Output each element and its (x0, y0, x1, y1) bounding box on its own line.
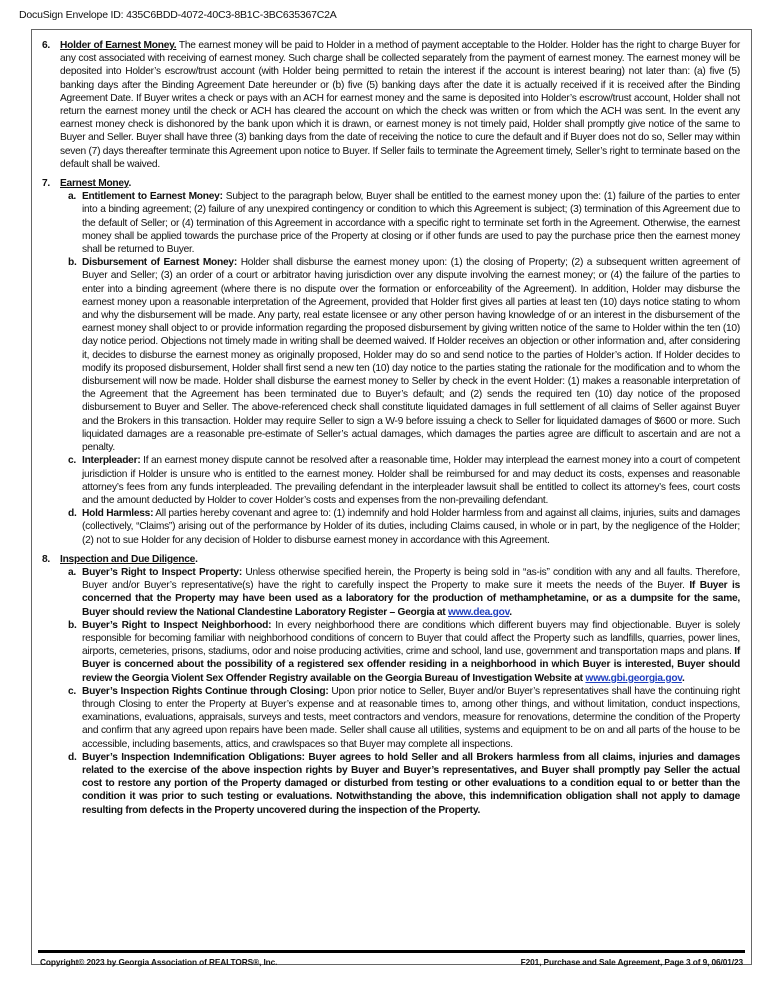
text-run: If an earnest money dispute cannot be resolved after a reasonable time, Holder may interplead the earnest money into a court of competent jurisdiction if Holder is unsure who is entitled to the earnest money. Holder shall be reimbursed for and may deduct its costs, expenses and reasonable attorney’s fees from any funds interpleaded. The prevailing defendant in the interpleader lawsuit shall be entitled to collect its attorney’s fees, court costs and the amount deducted by Holder to cover Holder’s costs and expenses from the non-prevailing defendant. (82, 455, 740, 506)
subsection-c (60, 454, 740, 507)
subsection-letter: a. (68, 191, 76, 203)
section-number: 6. (42, 40, 50, 51)
subsection-c (60, 685, 740, 751)
subsection-d (60, 751, 740, 817)
footer-divider (38, 950, 745, 953)
subsection-letter: c. (68, 685, 76, 697)
bold-text: Interpleader: (82, 455, 141, 467)
section-6 (38, 39, 740, 171)
section-8 (38, 553, 740, 817)
bold-text: Buyer’s Inspection Indemnification Obligations: Buyer agrees to hold Seller and all Brokers harmless from all claims, injuries and damages related to the exercise of the above inspection rights by Buyer and Buyer’s representatives, and Buyer shall promptly pay Seller the actual cost to restore any portion of the Property damaged or disturbed from testing or other evaluations to a condition equal to or better than the condition it was prior to such testing or evaluations. Notwithstanding the above, this indemnification obligation shall not apply to damage resulting from defects in the Property uncovered during the inspection of the Property. (82, 751, 740, 816)
section-7 (38, 177, 740, 547)
text-run: Holder shall disburse the earnest money upon: (1) the closing of Property; (2) a subsequent written agreement of Buyer and Seller; (3) an order of a court or arbitrator having jurisdiction over any dispute involving the earnest money; or (4) the failure of the parties to enter into a binding agreement (where there is no dispute over the formation or enforceability of the Agreement). In addition, Holder may disburse the earnest money upon a reasonable interpretation of the Agreement, provided that Holder first gives all parties at least ten (10) days notice stating to whom and why the disbursement will be made. Any party, real estate licensee or any other person having knowledge of or an interest in the disbursement of the earnest money shall object to or provide information regarding the proposed disbursement by giving written notice of the same to Holder within the ten (10) day notice period. Objections not timely made in writing shall be deemed waived. If Holder receives an objection or other information and, after considering it, decides to disburse the earnest money as originally proposed, Holder may do so and send notice to the parties of Holder’s action. If Holder decides to modify its proposed disbursement, Holder shall first send a new ten (10) day notice to the parties stating the rationale for the modification and to whom the disbursement will now be made. Holder shall disburse the earnest money to Seller by check in the event Holder: (1) makes a reasonable interpretation of the Agreement that the Agreement has been terminated due to Buyer’s default; and (2) sends the required ten (10) day notice of the proposed disbursement to Buyer and Seller. The above-referenced check shall constitute liquidated damages in full settlement of all claims of Seller against Buyer and the Brokers in this transaction. Holder may require Seller to sign a W-9 before issuing a check to Seller for liquidated damages of $600 or more. Such liquidated damages are a reasonable pre-estimate of Seller’s actual damages, which damages the parties agree are difficult to ascertain and are not a penalty. (82, 257, 740, 454)
document-body (38, 39, 740, 823)
subsection-letter: b. (68, 619, 77, 631)
bold-text: . (509, 606, 512, 618)
subsection-letter: d. (68, 508, 77, 520)
bold-text: Disbursement of Earnest Money: (82, 257, 237, 269)
bold-text: Entitlement to Earnest Money: (82, 191, 223, 203)
footer-form-info: F201, Purchase and Sale Agreement, Page 3 of 9, 06/01/23 (520, 957, 743, 967)
section-heading (60, 553, 740, 566)
section-number: 7. (42, 178, 50, 190)
bold-text: Hold Harmless: (82, 508, 154, 520)
subsection-b (60, 619, 740, 685)
bold-text: . (195, 553, 198, 565)
text-run: Unless otherwise specified herein, the Property is being sold in “as-is” condition with any and all faults. Therefore, Buyer and/or Buyer’s representative(s) have the right to carefully inspect the Property to make sure it meets the needs of the Buyer. (82, 566, 740, 592)
bold-text: Earnest Money (60, 178, 129, 190)
bold-text: Buyer’s Right to Inspect Property: (82, 566, 242, 578)
bold-text: Buyer’s Right to Inspect Neighborhood: (82, 619, 272, 631)
text-run: The earnest money will be paid to Holder in a method of payment acceptable to the Holder. Holder has the right to charge Buyer for any cost associated with receiving of earnest money. Such charge shall be collected separately from the payment of earnest money. The earnest money will be deposited into Holder’s escrow/trust account (with Holder being permitted to retain the interest if the account is interest bearing) not later than: (a) five (5) banking days after the Binding Agreement Date hereunder or (b) five (5) banking days after the date it is actually received if it is received after the Binding Agreement Date. If Buyer writes a check or pays with an ACH for earnest money and the same is deposited into Holder’s escrow/trust account, Holder shall not return the earnest money until the check or ACH has cleared the account on which the check was written or from which the ACH was sent. In the event any earnest money check is dishonored by the bank upon which it is drawn, or earnest money is not timely paid, Holder shall promptly give notice of the same to Buyer and Seller. Buyer shall have three (3) banking days from the date of receiving the notice to cure the default and if Buyer does not do so, Seller may within seven (7) days thereafter terminate this Agreement upon notice to Buyer. If Seller fails to terminate the Agreement timely, Seller’s right to terminate based on the default shall be waived. (60, 40, 740, 170)
section-heading (60, 39, 740, 171)
subsection-letter: a. (68, 566, 76, 578)
text-run: Subject to the paragraph below, Buyer shall be entitled to the earnest money upon the: (1) failure of the parties to enter into a binding agreement; (2) failure of any unexpired contingency or condition to which this Agreement is subject; (3) termination of this Agreement due to the default of Seller; or (4) termination of this Agreement in accordance with a specific right to terminate set forth in the Agreement. Otherwise, the earnest money shall be applied towards the purchase price of the Property at closing or if other funds are used to pay the purchase price then the earnest money shall be returned to Buyer. (82, 191, 741, 256)
subsection-a (60, 190, 740, 256)
bold-text: Holder of Earnest Money. (60, 40, 177, 51)
subsection-b (60, 256, 740, 454)
bold-text: If Buyer is concerned about the possibility of a registered sex offender residing in a neighborhood in which Buyer is interested, Buyer should review the Georgia Violent Sex Offender Registry available on the Georgia Bureau of Investigation Website at (82, 646, 740, 684)
docusign-envelope-id: DocuSign Envelope ID: 435C6BDD-4072-40C3-8B1C-3BC635367C2A (19, 9, 337, 21)
section-number: 8. (42, 553, 50, 565)
subsection-d (60, 507, 740, 547)
subsection-letter: b. (68, 257, 77, 269)
link[interactable]: www.dea.gov (448, 606, 510, 618)
text-run: In every neighborhood there are conditions which different buyers may find objectionable. Buyer is solely responsible for becoming familiar with neighborhood conditions of concern to Buyer that could affect the Property such as landfills, quarries, power lines, airports, cemeteries, prisons, stadiums, odor and noise producing activities, crime and school, land use, government and transportation maps and plans. (82, 619, 741, 658)
bold-text: . (681, 672, 685, 684)
bold-text: If Buyer is concerned that the Property may have been used as a laboratory for the production of methamphetamine, or as a dumpsite for the same, Buyer should review the National Clandestine Laboratory Register – Georgia at (82, 580, 740, 618)
text-run: Upon prior notice to Seller, Buyer and/or Buyer’s representatives shall have the continuing right through Closing to enter the Property at Buyer’s expense and at reasonable times to, among other things, and without limitation, conduct inspections, examinations, evaluations, appraisals, surveys and tests, meet contractors and vendors, measure for renovations, determine the condition of the Property and confirm that any agreed upon repairs have been made. Seller shall cause all utilities, systems and equipment to be on and all parts of the house to be accessible, including basements, attics, and crawlspaces so that Buyer may complete all inspections. (82, 685, 740, 750)
bold-text: Buyer’s Inspection Rights Continue through Closing: (82, 685, 329, 697)
subsection-letter: c. (68, 455, 76, 467)
bold-text: . (128, 178, 132, 190)
subsection-a (60, 566, 740, 619)
subsection-letter: d. (68, 751, 77, 763)
document-page (31, 29, 752, 965)
section-heading (60, 177, 740, 190)
text-run: All parties hereby covenant and agree to: (1) indemnify and hold Holder harmless from and against all claims, injuries, suits and damages (collectively, “Claims”) arising out of the performance by Holder of its duties, including Claims caused, in whole or in part, by the negligence of the Holder; (2) not to sue Holder for any decision of Holder to disburse earnest money in accordance with this Agreement. (82, 508, 740, 546)
bold-text: Inspection and Due Diligence (60, 553, 196, 565)
footer-copyright: Copyright© 2023 by Georgia Association of REALTORS®, Inc. (40, 957, 278, 967)
link[interactable]: www.gbi.georgia.gov (585, 672, 682, 684)
